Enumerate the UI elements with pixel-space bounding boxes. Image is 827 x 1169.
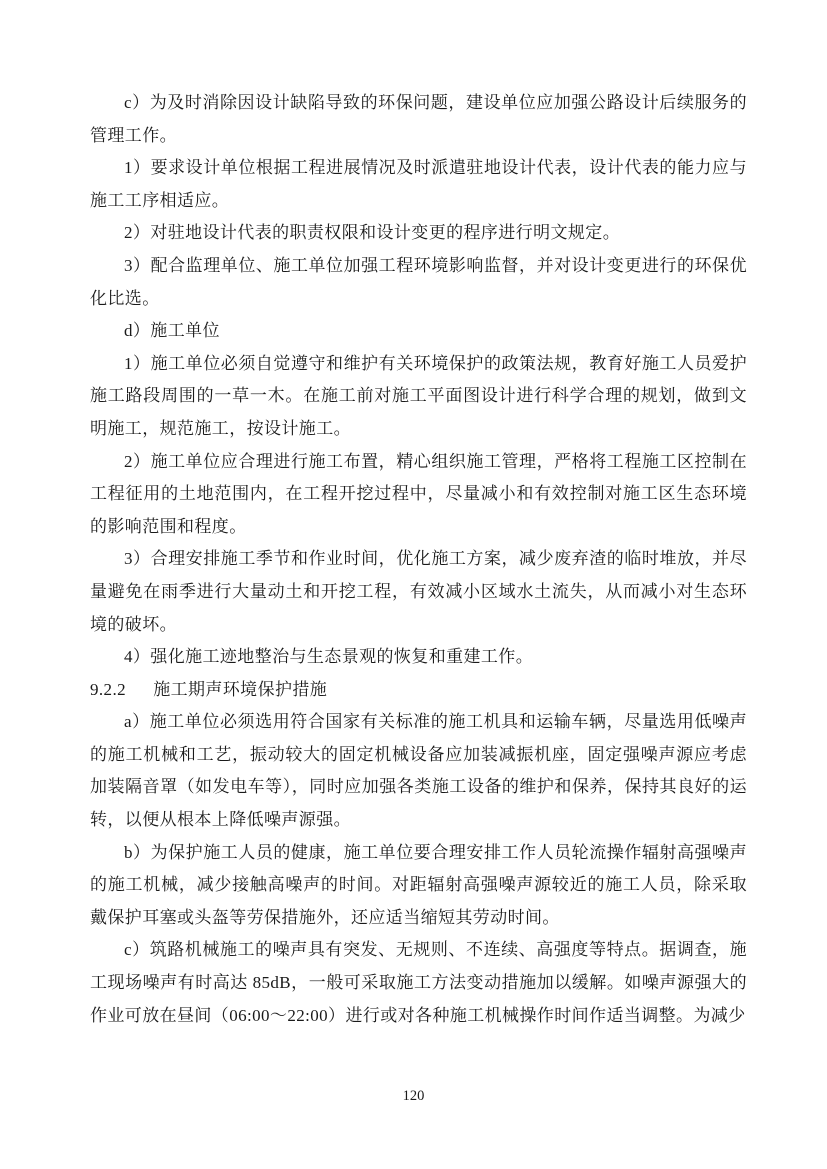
paragraph: 1）要求设计单位根据工程进展情况及时派遣驻地设计代表，设计代表的能力应与施工工序相适应。 (90, 158, 747, 210)
paragraph: d）施工单位 (124, 321, 220, 341)
paragraph: 3）合理安排施工季节和作业时间，优化施工方案，减少废弃渣的临时堆放，并尽量避免在雨季进行大量动土和开挖工程，有效减小区域水土流失，从而减小对生态环境的破坏。 (90, 549, 747, 634)
paragraph: b）为保护施工人员的健康，施工单位要合理安排工作人员轮流操作辐射高强噪声的施工机械，减少接触高噪声的时间。对距辐射高强噪声源较近的施工人员，除采取戴保护耳塞或头盔等劳保措施外，还应适当缩短其劳动时间。 (90, 842, 747, 927)
paragraph: 1）施工单位必须自觉遵守和维护有关环境保护的政策法规，教育好施工人员爱护施工路段周围的一草一木。在施工前对施工平面图设计进行科学合理的规划，做到文明施工，规范施工，按设计施工。 (90, 353, 747, 438)
paragraph: 3）配合监理单位、施工单位加强工程环境影响监督，并对设计变更进行的环保优化比选。 (90, 255, 747, 308)
section-heading-title: 施工期声环境保护措施 (153, 679, 328, 699)
paragraph: c）为及时消除因设计缺陷导致的环保问题，建设单位应加强公路设计后续服务的管理工作。 (90, 93, 747, 145)
page-number: 120 (402, 1088, 425, 1104)
paragraph: 2）施工单位应合理进行施工布置，精心组织施工管理，严格将工程施工区控制在工程征用的土地范围内，在工程开挖过程中，尽量减小和有效控制对施工区生态环境的影响范围和程度。 (90, 451, 747, 536)
section-heading-number: 9.2.2 (90, 679, 126, 699)
paragraph: 4）强化施工迹地整治与生态景观的恢复和重建工作。 (124, 647, 534, 667)
section-heading (90, 674, 747, 707)
paragraph: a）施工单位必须选用符合国家有关标准的施工机具和运输车辆，尽量选用低噪声的施工机械和工艺，振动较大的固定机械设备应加装减振机座，固定强噪声源应考虑加装隔音罩（如发电车等），同时应加强各类施工设备的维护和保养，保持其良好的运转，以便从根本上降低噪声源强。 (90, 712, 747, 830)
paragraph: 2）对驻地设计代表的职责权限和设计变更的程序进行明文规定。 (124, 223, 621, 243)
paragraph: c）筑路机械施工的噪声具有突发、无规则、不连续、高强度等特点。据调查，施工现场噪声有时高达 85dB，一般可采取施工方法变动措施加以缓解。如噪声源强大的作业可放在昼间（06:00～22:00）进行或对各种施工机械操作时间作适当调整。为减少 (90, 940, 747, 1025)
document-body (90, 87, 747, 1032)
